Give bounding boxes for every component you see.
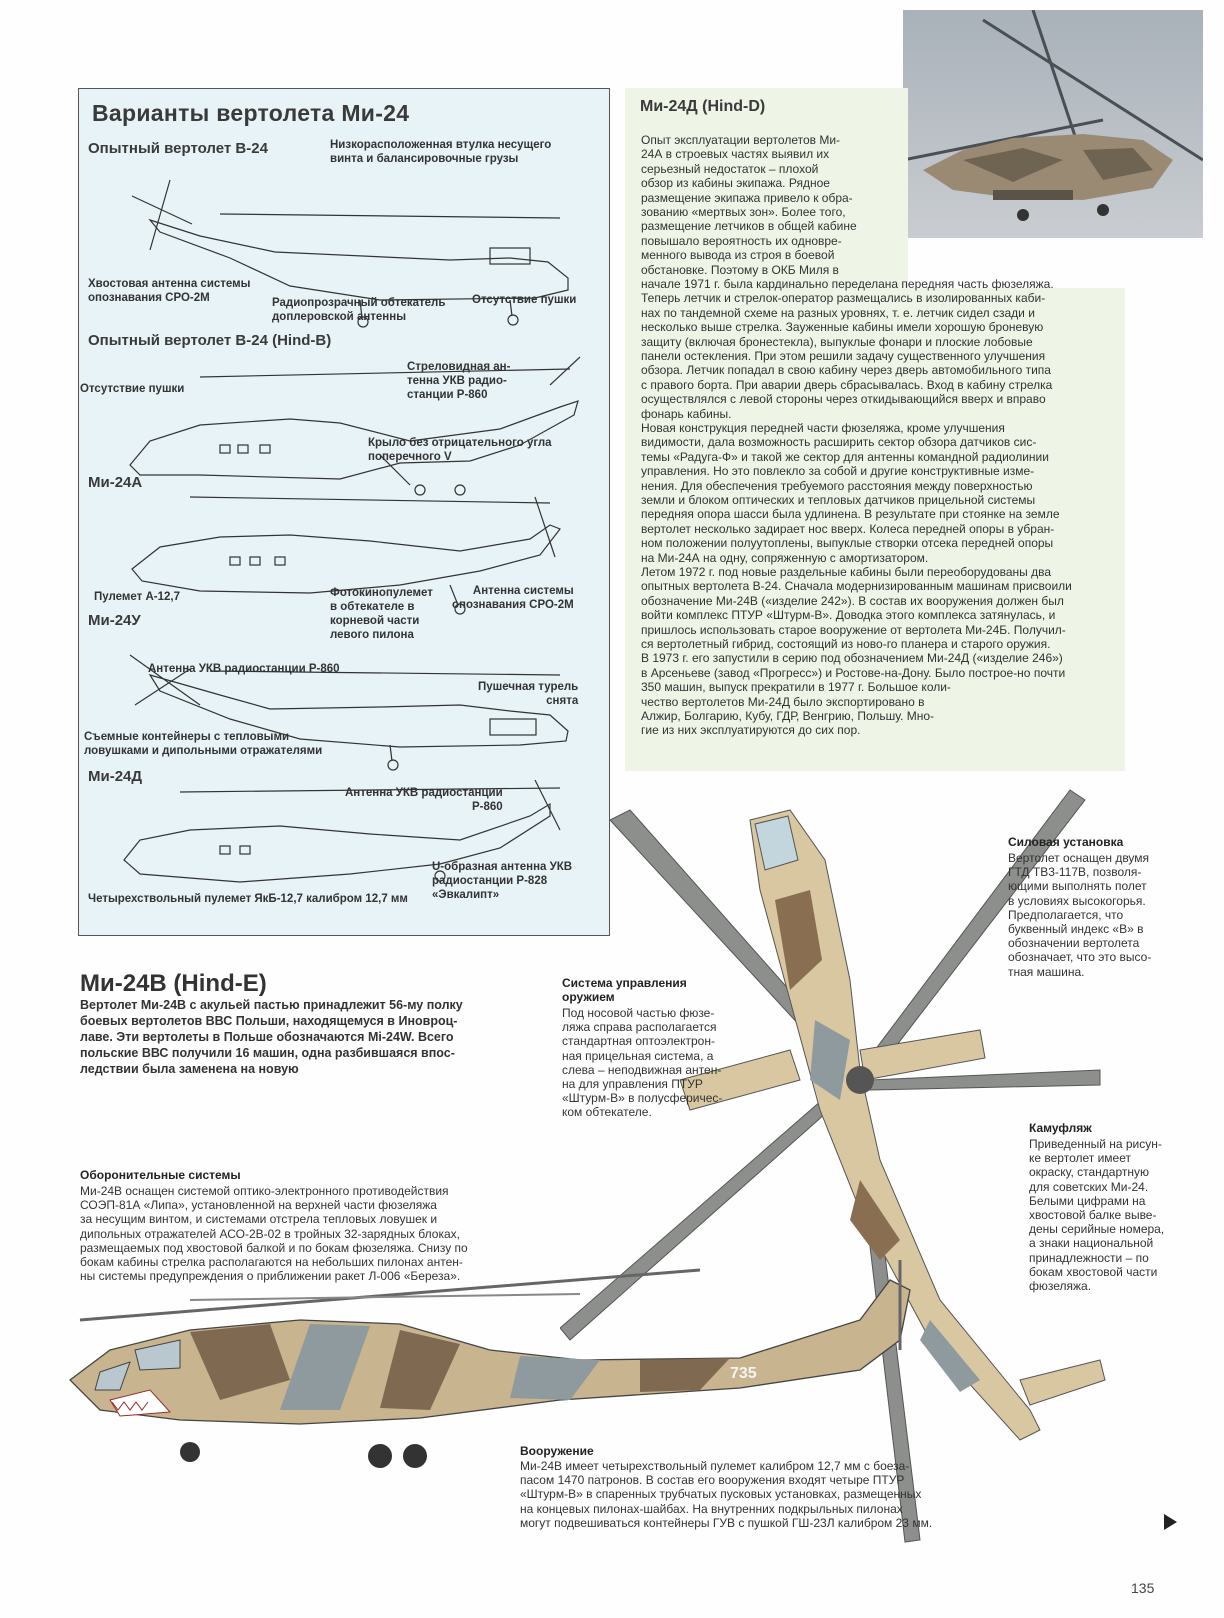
weapons-control-body: Под носовой частью фюзе- ляжа справа располагается стандартная оптоэлектрон- ная прицельная система, а слева – неподвижная антен- на для управления ПТУР «Штурм-В» в полусферичес- ком обтекателе. bbox=[562, 1006, 723, 1120]
callout-wing: Крыло без отрицательного угла поперечного V bbox=[368, 437, 552, 463]
armament-body: Ми-24В имеет четырехствольный пулемет калибром 12,7 мм с боеза- пасом 1470 патронов. В состав его вооружения входят четыре ПТУР «Штурм-В» в спаренных трубчатых пусковых установках, размещенных на концевых пилонах-шайбах. На внутренних подкрыльных пилонах могут подвешиваться контейнеры ГУВ с пушкой ГШ-23Л калибром 23 мм. bbox=[520, 1459, 933, 1530]
hindd-paragraph-1-narrow: Опыт эксплуатации вертолетов Ми- 24А в строевых частях выявил их серьезный недостаток – плохой обзор из кабины экипажа. Рядное размещение экипажа привело к обра- зованию «мертвых зон». Более того, размещение летчиков в общей кабине повышало вероятность их одновре- менного вывода из строя в боевой обстановке. Поэтому в ОКБ Миля в bbox=[641, 133, 857, 277]
hinde-body: Вертолет Ми-24В с акульей пастью принадлежит 56-му полку боевых вертолетов ВВС Польши, находящемуся в Иновроц- лаве. Эти вертолеты в Польше обозначаются Mi-24W. Всего польские ВВС получили 16 машин, одна разбившаяся впос- ледствии была заменена на новую bbox=[80, 998, 463, 1076]
variant-heading-mi24u: Ми-24У bbox=[88, 612, 141, 629]
callout-antenna-u: Антенна УКВ радиостанции Р-860 bbox=[148, 663, 340, 675]
callout-no-gun-hindb: Отсутствие пушки bbox=[80, 383, 185, 395]
callout-containers: Съемные контейнеры с тепловыми ловушками и дипольными отражателями bbox=[84, 731, 323, 757]
hindd-paragraph-1-wide: начале 1971 г. была кардинально переделана передняя часть фюзеляжа. Теперь летчик и стрелок-оператор размещались в изолированных каби- нах по тандемной схеме на разных уровнях, т. е. летчик сидел сзади и несколько выше стрелка. Зауженные кабины имели хорошую броневую защиту (включая бронестекла), выпуклые фонари и плоские лобовые панели остекления. При этом решили задачу существенного улучшения обзора. Летчик попадал в свою кабину через дверь автомобильного типа с правого борта. При аварии дверь сбрасывалась. Вход в кабину стрелка осуществлялся с левой стороны через откидывающийся вверх и вправо фонарь кабины. bbox=[641, 277, 1054, 421]
hindd-title: Ми-24Д (Hind-D) bbox=[640, 98, 766, 115]
variant-heading-mi24d: Ми-24Д bbox=[88, 768, 143, 785]
callout-no-gun: Отсутствие пушки bbox=[472, 294, 577, 306]
hinde-title: Ми-24В (Hind-E) bbox=[80, 970, 267, 997]
page-number: 135 bbox=[1131, 1580, 1155, 1596]
defense-body: Ми-24В оснащен системой оптико-электронного противодействия СОЭП-81А «Липа», установленной на верхней части фюзеляжа за несущим винтом, и системами отстрела тепловых ловушек и дипольных отражателей АСО-2В-02 в тройных 32-зарядных блоках, размещаемых под хвостовой балкой и по бокам фюзеляжа. Снизу по бокам кабины стрелка располагаются на небольших пилонах антен- ны системы предупреждения о приближении ракет Л-006 «Береза». bbox=[80, 1184, 468, 1284]
next-page-arrow-icon bbox=[1164, 1514, 1177, 1530]
variants-line-drawings bbox=[80, 140, 606, 930]
helicopter-photo-svg bbox=[903, 10, 1203, 238]
camo-head: Камуфляж bbox=[1029, 1121, 1092, 1135]
rotor-hub bbox=[846, 1066, 874, 1094]
variant-heading-v24-hindb: Опытный вертолет В-24 (Hind-B) bbox=[88, 332, 332, 349]
callout-antenna-d: Антенна УКВ радиостанции Р-860 bbox=[345, 787, 503, 813]
callout-antenna-a: Антенна системы опознавания СРО-2М bbox=[452, 585, 574, 611]
callout-hub: Низкорасположенная втулка несущего винта и балансировочные грузы bbox=[330, 139, 552, 165]
variant-heading-mi24a: Ми-24А bbox=[88, 474, 143, 491]
hindd-paragraph-2: Новая конструкция передней части фюзеляжа, кроме улучшения видимости, дала возможность расширить сектор обзора датчиков сис- темы «Радуга-Ф» и такой же сектор для антенны командной радиолинии управления. Но это повлекло за собой и другие конструктивные изме- нения. Для обеспечения требуемого расстояния между поверхностью земли и блоком оптических и тепловых датчиков прицельной системы передняя опора шасси была удлинена. В результате при стоянке на земле вертолет несколько задирает нос вверх. Колеса передней опоры в убран- ном положении полуутоплены, выпуклые створки отсека передней опоры на Ми-24А на одну, сопряженную с амортизатором. bbox=[641, 421, 1060, 565]
callout-u-antenna: U-образная антенна УКВ радиостанции Р-828 «Эвкалипт» bbox=[432, 861, 573, 901]
callout-photo: Фотокинопулемет в обтекателе в корневой части левого пилона bbox=[330, 587, 433, 641]
callout-mg-a: Пулемет А-12,7 bbox=[94, 591, 181, 603]
defense-head: Оборонительные системы bbox=[80, 1168, 241, 1182]
callout-antenna-hindb: Стреловидная ан- тенна УКВ радио- станции Р-860 bbox=[407, 361, 511, 401]
weapons-control-head: Система управления оружием bbox=[562, 976, 687, 1004]
power-head: Силовая установка bbox=[1008, 835, 1124, 849]
tail-number: 735 bbox=[730, 1365, 757, 1382]
callout-mg-d: Четырехствольный пулемет ЯкБ-12,7 калибром 12,7 мм bbox=[88, 893, 408, 905]
hindd-paragraph-3: Летом 1972 г. под новые раздельные кабины были переоборудованы два опытных вертолета В-24. Сначала модернизированным машинам присвоили обозначение Ми-24В («изделие 242»). В состав их вооружения должен был войти комплекс ПТУР «Штурм-В». Доводка этого комплекса затянулась, и пришлось использовать старое вооружение от вертолета Ми-24Б. Получил- ся вертолетный гибрид, состоящий из ново-го планера и старого оружия. В 1973 г. его запустили в серию под обозначением Ми-24Д («изделие 246») в Арсеньеве (завод «Прогресс») и Ростове-на-Дону. Было построе-но почти 350 машин, выпуск прекратили в 1977 г. Большое коли- чество вертолетов Ми-24Д было экспортировано в Алжир, Болгарию, Кубу, ГДР, Венгрию, Польшу. Мно- гие из них эксплуатируются до сих пор. bbox=[641, 565, 1072, 738]
variants-title: Варианты вертолета Ми-24 bbox=[92, 100, 410, 126]
armament-head: Вооружение bbox=[520, 1444, 594, 1458]
power-body: Вертолет оснащен двумя ГТД ТВ3-117В, позволя- ющими выполнять полет в условиях высокогорья. Предполагается, что буквенный индекс «В» в обозначении вертолета обозначает, что это высо- тная машина. bbox=[1008, 851, 1152, 979]
variant-heading-v24: Опытный вертолет В-24 bbox=[88, 140, 268, 157]
callout-radome: Радиопрозрачный обтекатель доплеровской антенны bbox=[272, 297, 446, 323]
helicopter-photo bbox=[903, 10, 1203, 238]
drawing-v24-hindb bbox=[130, 357, 580, 495]
callout-tail-antenna: Хвостовая антенна системы опознавания СРО-2М bbox=[88, 278, 251, 304]
callout-turret: Пушечная турель снята bbox=[478, 681, 579, 707]
camo-body: Приведенный на рисун- ке вертолет имеет окраску, стандартную для советских Ми-24. Белыми цифрами на хвостовой балке выве- дены серийные номера, а знаки национальной принадлежности – по бокам хвостовой части фюзеляжа. bbox=[1029, 1137, 1165, 1294]
